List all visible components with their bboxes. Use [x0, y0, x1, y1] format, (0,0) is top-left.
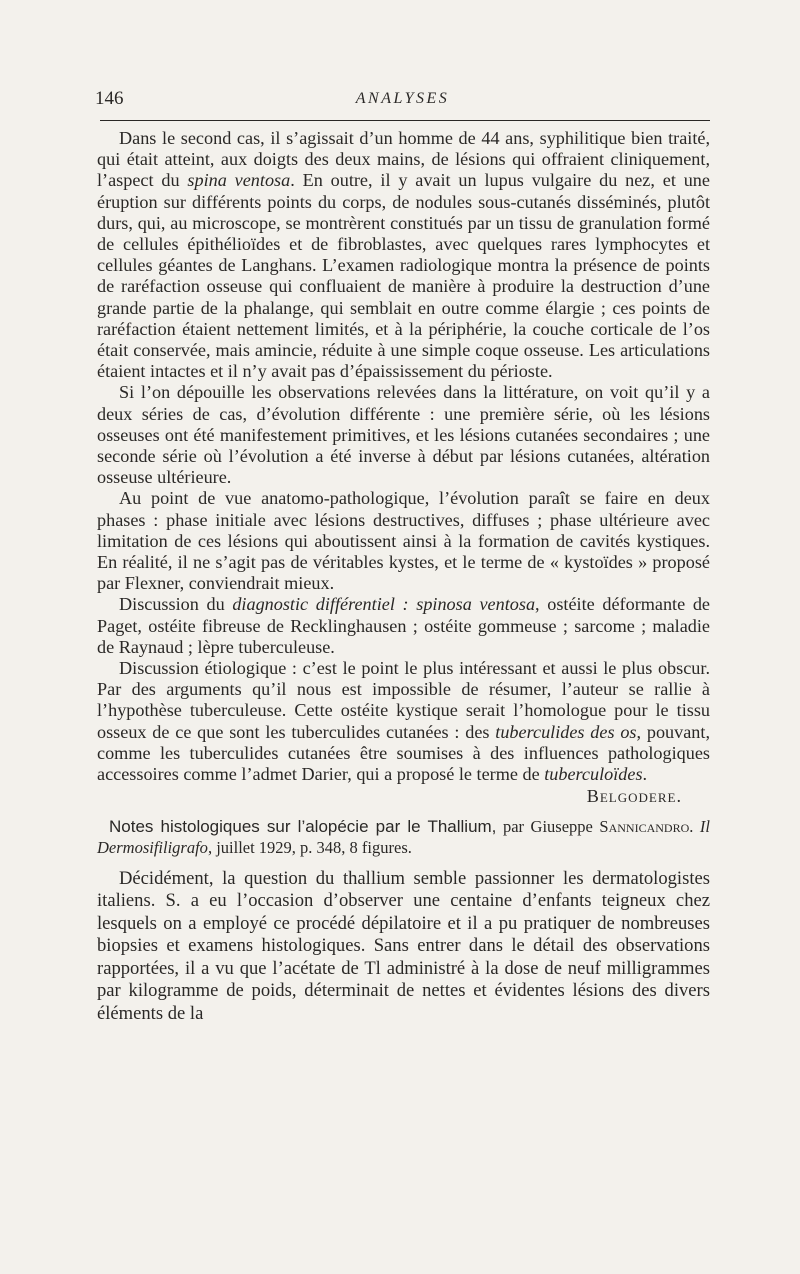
paragraph: Discussion du diagnostic différentiel : spinosa ventosa, ostéite déformante de Paget, ostéite fibreuse de Recklinghausen ; ostéite gommeuse ; sarcome ; maladie de Raynaud ; lèpre tuberculeuse.	[97, 594, 711, 657]
running-title: ANALYSES	[355, 90, 450, 107]
journal-name: Il Dermosifiligrafo	[97, 816, 711, 857]
reviewer-signature: Belgodere.	[586, 786, 682, 807]
paragraph: Au point de vue anatomo-pathologique, l’évolution paraît se faire en deux phases : phase initiale avec lésions destructives, diffuses ; phase ultérieure avec limitation de ces lésions qui aboutissent ainsi à la formation de cavités kystiques. En réalité, il ne s’agit pas de véritables kystes, et le terme de « kystoïdes » proposé par Flexner, conviendrait mieux.	[97, 488, 710, 594]
review-body	[97, 868, 710, 1026]
header-rule	[100, 120, 710, 121]
paragraph: Dans le second cas, il s’agissait d’un homme de 44 ans, syphilitique bien traité, qui était atteint, aux doigts des deux mains, de lésions qui offraient cliniquement, l’aspect du spina ventosa. En outre, il y avait un lupus vulgaire du nez, et une éruption sur différents points du corps, de nodules sous-cutanés disséminés, plutôt durs, qui, au microscope, se montrèrent constitués par un tissu de granulation formé de cellules épithélioïdes et de fibroblastes, avec quelques rares lymphocytes et cellules géantes de Langhans. L’examen radiologique montra la présence de points de raréfaction osseuse qui confluaient de manière à produire la destruction d’une grande partie de la phalange, qui semblait en outre comme élargie ; ces points de raréfaction étaient nettement limités, et à la périphérie, la couche corticale de l’os était conservée, mais amincie, réduite à une simple coque osseuse. Les articulations étaient intactes et il n’y avait pas d’épaississement du périoste.	[97, 128, 710, 382]
page-number: 146	[95, 88, 124, 109]
body-text	[97, 128, 710, 1026]
paragraph: Décidément, la question du thallium semble passionner les dermatologistes italiens. S. a eu l’occasion d’observer une centaine d’enfants teigneux chez lesquels on a employé ce procédé dépilatoire et il a pu pratiquer de nombreuses biopsies et examens histologiques. Sans entrer dans le détail des observations rapportées, il a vu que l’acétate de Tl administré à la dose de neuf milligrammes par kilogramme de poids, déterminait de nettes et évidentes lésions des divers éléments de la	[97, 867, 710, 1025]
article-title: Notes histologiques sur l’alopécie par le Thallium,	[109, 816, 497, 836]
page-header	[95, 88, 710, 114]
bibliographic-notice: Notes histologiques sur l’alopécie par le Thallium, par Giuseppe Sannicandro. Il Dermosifiligrafo, juillet 1929, p. 348, 8 figures.	[97, 816, 711, 857]
paragraph: Discussion étiologique : c’est le point le plus intéressant et aussi le plus obscur. Par des arguments qu’il nous est impossible de résumer, l’auteur se rallie à l’hypothèse tuberculeuse. Cette ostéite kystique serait l’homologue pour le tissu osseux de ce que sont les tuberculides cutanées : des tuberculides des os, pouvant, comme les tuberculides cutanées être soumises à des influences pathologiques accessoires comme l’admet Darier, qui a proposé le terme de tuberculoïdes.	[97, 658, 710, 785]
paragraph: Si l’on dépouille les observations relevées dans la littérature, on voit qu’il y a deux séries de cas, d’évolution différente : une première série, où les lésions osseuses ont été manifestement primitives, et les lésions cutanées secondaires ; une seconde série où l’évolution a été inverse à début par lésions cutanées, altération osseuse ultérieure.	[97, 382, 710, 488]
article-author: Sannicandro	[599, 816, 690, 836]
